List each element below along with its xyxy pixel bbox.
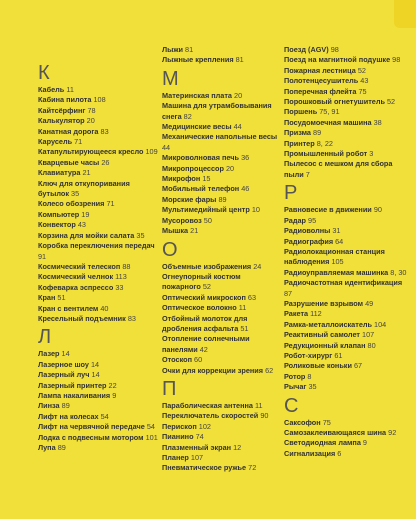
index-entry bbox=[162, 411, 280, 421]
entry-term: Посудомоечная машина bbox=[284, 117, 372, 127]
section-letter: Л bbox=[38, 326, 52, 349]
entry-page-number: 82 bbox=[183, 111, 192, 121]
entry-term: Огнеупорный костюм пожарного bbox=[162, 271, 241, 292]
index-entry bbox=[38, 127, 158, 137]
index-entry bbox=[38, 158, 158, 168]
index-entry bbox=[38, 210, 158, 220]
entry-term: Рамка-металлоискатель bbox=[284, 319, 372, 329]
entry-page-number: 62 bbox=[265, 365, 274, 375]
index-entry bbox=[162, 463, 280, 473]
index-entry bbox=[284, 97, 409, 107]
entry-page-number: 51 bbox=[57, 293, 66, 303]
index-entry bbox=[284, 237, 409, 247]
entry-term: Саксофон bbox=[284, 417, 321, 427]
entry-term: Кайтсёрфинг bbox=[38, 105, 86, 115]
index-entry bbox=[162, 303, 280, 313]
entry-term: Кабель bbox=[38, 85, 65, 94]
entry-term: Морские фары bbox=[162, 194, 217, 204]
index-entry bbox=[162, 422, 280, 432]
entry-term: Равновесие в движении bbox=[284, 205, 372, 215]
entry-page-number: 11 bbox=[66, 85, 74, 94]
entry-term: Радиография bbox=[284, 236, 334, 246]
entry-term: Объемные изображения bbox=[162, 261, 252, 271]
entry-page-number: 101 bbox=[145, 432, 158, 442]
section-letter: К bbox=[38, 62, 50, 84]
entry-page-number: 19 bbox=[81, 209, 90, 219]
entry-page-number: 113 bbox=[115, 272, 127, 282]
entry-page-number: 112 bbox=[310, 309, 322, 319]
index-entry bbox=[162, 153, 280, 163]
entry-page-number: 31 bbox=[332, 226, 341, 236]
index-entry bbox=[162, 164, 280, 174]
entry-page-number: 90 bbox=[373, 205, 382, 215]
section-letter: П bbox=[162, 377, 177, 400]
index-entry bbox=[284, 299, 409, 309]
entry-term: Кресельный подъемник bbox=[38, 313, 126, 323]
entry-term: Рычаг bbox=[284, 382, 307, 392]
entry-page-number: 52 bbox=[357, 65, 366, 75]
entry-page-number: 78 bbox=[87, 105, 96, 115]
entry-term: Ротор bbox=[284, 371, 306, 381]
entry-page-number: 11 bbox=[254, 400, 263, 410]
entry-page-number: 54 bbox=[100, 411, 109, 421]
index-entry bbox=[38, 231, 158, 241]
index-entry bbox=[162, 132, 280, 153]
entry-page-number: 75 bbox=[322, 417, 331, 427]
index-entry bbox=[284, 149, 409, 159]
entry-page-number: 80 bbox=[367, 340, 376, 350]
index-column bbox=[162, 45, 280, 519]
index-entry bbox=[284, 320, 409, 330]
section-letter: О bbox=[162, 238, 178, 261]
entry-term: Оптический микроскоп bbox=[162, 292, 246, 302]
entry-term: Корзина для мойки салата bbox=[38, 230, 135, 240]
index-entry bbox=[38, 262, 158, 272]
entry-page-number: 98 bbox=[392, 55, 401, 65]
index-entry bbox=[162, 334, 280, 355]
entry-page-number: 8 bbox=[307, 371, 312, 381]
index-entry bbox=[162, 184, 280, 194]
entry-term: Редукционный клапан bbox=[284, 340, 366, 350]
index-entry bbox=[38, 283, 158, 293]
entry-page-number: 88 bbox=[122, 261, 131, 271]
entry-page-number: 109 bbox=[145, 147, 158, 157]
entry-term: Лампа накаливания bbox=[38, 390, 111, 400]
index-entry bbox=[284, 159, 409, 180]
entry-term: Самозаклеивающаяся шина bbox=[284, 428, 387, 437]
entry-term: Сигнализация bbox=[284, 448, 336, 458]
entry-term: Радиоуправляемая машинка bbox=[284, 267, 389, 277]
index-entry bbox=[284, 205, 409, 215]
entry-term: Материнская плата bbox=[162, 90, 232, 100]
index-entry bbox=[284, 118, 409, 128]
entry-page-number: 38 bbox=[373, 117, 382, 127]
entry-term: Плазменный экран bbox=[162, 442, 232, 452]
entry-term: Реактивный самолет bbox=[284, 330, 361, 340]
index-entry bbox=[284, 382, 409, 392]
entry-page-number: 89 bbox=[313, 128, 322, 138]
index-entry bbox=[162, 174, 280, 184]
entry-term: Отбойный молоток для дробления асфальта bbox=[162, 313, 248, 333]
entry-page-number: 40 bbox=[100, 303, 109, 313]
index-entry bbox=[38, 304, 158, 314]
entry-term: Кофеварка эспрессо bbox=[38, 282, 114, 292]
index-entry bbox=[162, 314, 280, 335]
entry-page-number: 105 bbox=[331, 257, 344, 267]
entry-term: Ракета bbox=[284, 309, 309, 319]
entry-term: Пылесос с мешком для сбора пыли bbox=[284, 159, 393, 179]
entry-term: Пожарная лестница bbox=[284, 65, 356, 75]
index-entry bbox=[38, 137, 158, 147]
entry-term: Перископ bbox=[162, 421, 197, 431]
index-entry bbox=[162, 262, 280, 272]
index-entry bbox=[284, 45, 409, 55]
index-entry bbox=[162, 355, 280, 365]
entry-term: Ключ для откупоривания бутылок bbox=[38, 178, 130, 199]
entry-page-number: 8, 30 bbox=[390, 267, 407, 277]
entry-term: Радар bbox=[284, 215, 306, 225]
entry-term: Линза bbox=[38, 401, 60, 411]
entry-term: Отопление солнечными панелями bbox=[162, 334, 250, 354]
entry-term: Космический челнок bbox=[38, 272, 114, 282]
index-column bbox=[38, 60, 158, 519]
entry-term: Мышка bbox=[162, 226, 189, 236]
entry-term: Планер bbox=[162, 453, 189, 462]
entry-page-number: 71 bbox=[74, 137, 83, 147]
entry-term: Микрофон bbox=[162, 174, 201, 184]
entry-term: Промышленный робот bbox=[284, 149, 368, 159]
entry-term: Коробка переключения передач bbox=[38, 241, 155, 251]
index-entry bbox=[38, 401, 158, 411]
entry-page-number: 89 bbox=[218, 194, 227, 204]
entry-page-number: 81 bbox=[185, 45, 194, 54]
entry-page-number: 67 bbox=[353, 361, 363, 371]
entry-page-number: 20 bbox=[234, 90, 243, 100]
entry-page-number: 35 bbox=[71, 189, 80, 199]
entry-term: Поршень bbox=[284, 107, 318, 117]
entry-term: Поперечная флейта bbox=[284, 86, 357, 96]
entry-term: Полотенцесушитель bbox=[284, 76, 359, 86]
index-entry bbox=[38, 293, 158, 303]
index-entry bbox=[284, 107, 409, 117]
entry-term: Мультимедийный центр bbox=[162, 205, 250, 215]
entry-page-number: 60 bbox=[194, 355, 203, 365]
index-entry bbox=[284, 309, 409, 319]
entry-page-number: 44 bbox=[233, 122, 242, 132]
entry-term: Компьютер bbox=[38, 209, 80, 219]
index-entry bbox=[162, 216, 280, 226]
index-entry bbox=[284, 418, 409, 428]
entry-term: Радиолокационная станция наблюдения bbox=[284, 246, 385, 267]
index-entry bbox=[284, 330, 409, 340]
entry-term: Роликовые коньки bbox=[284, 361, 352, 371]
entry-page-number: 10 bbox=[251, 205, 260, 215]
entry-page-number: 21 bbox=[82, 168, 91, 178]
entry-term: Микропроцессор bbox=[162, 163, 224, 173]
entry-page-number: 87 bbox=[284, 288, 293, 298]
entry-page-number: 54 bbox=[146, 422, 155, 432]
entry-page-number: 81 bbox=[235, 55, 244, 65]
entry-page-number: 50 bbox=[203, 215, 212, 225]
entry-page-number: 102 bbox=[198, 421, 211, 431]
entry-page-number: 46 bbox=[241, 184, 250, 194]
entry-term: Кран bbox=[38, 293, 56, 303]
entry-page-number: 14 bbox=[90, 359, 100, 369]
entry-term: Конвектор bbox=[38, 220, 76, 230]
index-entry bbox=[284, 247, 409, 268]
index-entry bbox=[38, 381, 158, 391]
section-letter: С bbox=[284, 394, 299, 417]
entry-term: Лодка с подвесным мотором bbox=[38, 432, 144, 442]
entry-page-number: 75, 91 bbox=[319, 107, 340, 117]
index-entry bbox=[38, 433, 158, 443]
entry-term: Лазерный принтер bbox=[38, 380, 107, 390]
entry-term: Призма bbox=[284, 128, 311, 138]
entry-page-number: 43 bbox=[77, 220, 86, 230]
entry-page-number: 6 bbox=[337, 448, 342, 458]
index-entry bbox=[38, 220, 158, 230]
entry-page-number: 43 bbox=[360, 76, 369, 86]
index-entry bbox=[162, 293, 280, 303]
entry-term: Медицинские весы bbox=[162, 122, 232, 132]
entry-term: Поезд (AGV) bbox=[284, 45, 329, 54]
index-entry bbox=[284, 66, 409, 76]
entry-term: Карусель bbox=[38, 137, 73, 147]
index-entry bbox=[284, 361, 409, 371]
index-entry bbox=[38, 349, 158, 359]
index-entry bbox=[284, 128, 409, 138]
index-entry bbox=[162, 272, 280, 293]
entry-page-number: 51 bbox=[240, 323, 249, 333]
index-entry bbox=[38, 422, 158, 432]
entry-page-number: 104 bbox=[374, 319, 387, 329]
entry-term: Лифт на колесах bbox=[38, 411, 99, 421]
entry-page-number: 3 bbox=[369, 149, 374, 159]
entry-page-number: 83 bbox=[127, 313, 136, 323]
entry-page-number: 15 bbox=[202, 174, 211, 184]
entry-page-number: 64 bbox=[335, 236, 344, 246]
index-entry bbox=[38, 95, 158, 105]
index-entry bbox=[162, 91, 280, 101]
index-entry bbox=[284, 139, 409, 149]
entry-page-number: 89 bbox=[57, 443, 66, 452]
entry-page-number: 22 bbox=[108, 380, 117, 390]
entry-page-number: 108 bbox=[93, 95, 106, 105]
entry-term: Радиочастотная идентификация bbox=[284, 278, 403, 288]
entry-page-number: 91 bbox=[38, 251, 47, 261]
entry-term: Мусоровоз bbox=[162, 215, 202, 225]
index-entry bbox=[284, 278, 409, 299]
index-entry bbox=[284, 351, 409, 361]
entry-page-number: 89 bbox=[61, 401, 70, 411]
entry-page-number: 35 bbox=[308, 382, 317, 392]
entry-term: Кран с вентилем bbox=[38, 303, 99, 313]
entry-term: Мобильный телефон bbox=[162, 184, 240, 194]
index-entry bbox=[162, 45, 280, 55]
index-entry bbox=[162, 122, 280, 132]
section-letter: М bbox=[162, 67, 179, 90]
entry-term: Пневматическое ружье bbox=[162, 463, 247, 473]
index-entry bbox=[38, 391, 158, 401]
index-entry bbox=[284, 55, 409, 65]
entry-page-number: 21 bbox=[190, 226, 199, 236]
entry-page-number: 44 bbox=[162, 142, 171, 152]
entry-page-number: 107 bbox=[190, 453, 204, 462]
entry-page-number: 14 bbox=[91, 370, 100, 380]
entry-page-number: 42 bbox=[199, 344, 208, 354]
index-entry bbox=[162, 226, 280, 236]
entry-page-number: 74 bbox=[195, 432, 204, 442]
entry-term: Светодиодная лампа bbox=[284, 438, 361, 448]
entry-page-number: 9 bbox=[362, 438, 367, 448]
entry-page-number: 36 bbox=[241, 153, 250, 163]
index-entry bbox=[162, 195, 280, 205]
entry-page-number: 72 bbox=[248, 463, 257, 473]
entry-page-number: 20 bbox=[225, 163, 235, 173]
entry-page-number: 11 bbox=[238, 303, 247, 313]
entry-term: Отоскоп bbox=[162, 355, 192, 365]
entry-term: Радиоволны bbox=[284, 226, 331, 236]
entry-term: Лазерное шоу bbox=[38, 359, 89, 369]
entry-term: Кварцевые часы bbox=[38, 157, 100, 167]
entry-term: Лазерный луч bbox=[38, 370, 90, 380]
entry-term: Принтер bbox=[284, 138, 315, 148]
entry-term: Разрушение взрывом bbox=[284, 298, 364, 308]
entry-term: Лыжные крепления bbox=[162, 55, 234, 65]
index-column bbox=[284, 45, 409, 519]
index-entry bbox=[38, 106, 158, 116]
entry-term: Очки для коррекции зрения bbox=[162, 365, 264, 375]
entry-page-number: 90 bbox=[260, 411, 269, 421]
index-entry bbox=[162, 443, 280, 453]
entry-page-number: 75 bbox=[358, 86, 367, 96]
entry-term: Лазер bbox=[38, 349, 60, 359]
section-letter: Р bbox=[284, 182, 298, 205]
index-entry bbox=[38, 179, 158, 200]
index-entry bbox=[284, 216, 409, 226]
entry-page-number: 7 bbox=[305, 169, 310, 179]
index-entry bbox=[162, 366, 280, 376]
entry-page-number: 83 bbox=[100, 126, 109, 136]
index-entry bbox=[284, 76, 409, 86]
entry-page-number: 49 bbox=[365, 298, 374, 308]
index-entry bbox=[284, 268, 409, 278]
entry-page-number: 20 bbox=[86, 116, 95, 126]
index-entry bbox=[284, 449, 409, 459]
entry-page-number: 35 bbox=[136, 230, 145, 240]
entry-page-number: 52 bbox=[386, 97, 396, 107]
entry-term: Оптическое волокно bbox=[162, 303, 237, 313]
entry-page-number: 24 bbox=[253, 261, 262, 271]
entry-page-number: 9 bbox=[112, 390, 117, 400]
entry-term: Колесо обозрения bbox=[38, 199, 105, 209]
index-entry bbox=[284, 438, 409, 448]
entry-term: Клавиатура bbox=[38, 168, 81, 178]
index-entry bbox=[38, 412, 158, 422]
index-entry bbox=[38, 314, 158, 324]
index-entry bbox=[284, 226, 409, 236]
entry-page-number: 63 bbox=[247, 292, 257, 302]
entry-page-number: 107 bbox=[362, 330, 375, 340]
entry-term: Лыжи bbox=[162, 45, 184, 54]
entry-page-number: 52 bbox=[202, 282, 211, 292]
entry-term: Микроволновая печь bbox=[162, 153, 240, 163]
index-entry bbox=[38, 168, 158, 178]
entry-page-number: 26 bbox=[101, 157, 110, 167]
index-entry bbox=[38, 147, 158, 157]
index-entry bbox=[38, 199, 158, 209]
entry-term: Машина для утрамбовывания снега bbox=[162, 101, 272, 121]
entry-term: Калькулятор bbox=[38, 116, 85, 126]
entry-term: Порошковый огнетушитель bbox=[284, 97, 385, 107]
entry-page-number: 98 bbox=[330, 45, 339, 54]
entry-page-number: 33 bbox=[115, 282, 124, 292]
entry-term: Кабина пилота bbox=[38, 95, 92, 105]
index-entry bbox=[162, 401, 280, 411]
entry-page-number: 12 bbox=[233, 442, 242, 452]
entry-term: Лупа bbox=[38, 443, 56, 452]
entry-term: Переключатель скоростей bbox=[162, 411, 259, 421]
entry-page-number: 71 bbox=[106, 199, 115, 209]
index-entry bbox=[284, 372, 409, 382]
index-entry bbox=[162, 205, 280, 215]
entry-page-number: 8, 22 bbox=[316, 138, 333, 148]
index-entry bbox=[284, 87, 409, 97]
entry-term: Робот-хирург bbox=[284, 350, 333, 360]
entry-term: Лифт на червячной передаче bbox=[38, 422, 145, 432]
entry-page-number: 61 bbox=[334, 350, 343, 360]
entry-term: Катапультирующееся кресло bbox=[38, 147, 144, 157]
index-entry bbox=[38, 85, 158, 95]
index-entry bbox=[284, 341, 409, 351]
entry-term: Пианино bbox=[162, 432, 194, 442]
index-entry bbox=[38, 241, 158, 262]
index-entry bbox=[38, 360, 158, 370]
entry-term: Механические напольные весы bbox=[162, 132, 278, 142]
entry-page-number: 14 bbox=[61, 349, 70, 359]
entry-term: Космический телескоп bbox=[38, 261, 121, 271]
index-entry bbox=[162, 432, 280, 442]
index-entry bbox=[38, 116, 158, 126]
index-entry bbox=[162, 55, 280, 65]
entry-term: Параболическая антенна bbox=[162, 400, 253, 410]
entry-term: Канатная дорога bbox=[38, 126, 99, 136]
index-page bbox=[38, 0, 412, 519]
index-entry bbox=[162, 453, 280, 463]
index-entry bbox=[38, 370, 158, 380]
entry-term: Поезд на магнитной подушке bbox=[284, 55, 391, 65]
entry-page-number: 95 bbox=[308, 215, 317, 225]
index-entry bbox=[38, 443, 158, 453]
index-entry bbox=[284, 428, 409, 438]
index-entry bbox=[162, 101, 280, 122]
index-entry bbox=[38, 272, 158, 282]
entry-page-number: 92 bbox=[388, 428, 397, 437]
